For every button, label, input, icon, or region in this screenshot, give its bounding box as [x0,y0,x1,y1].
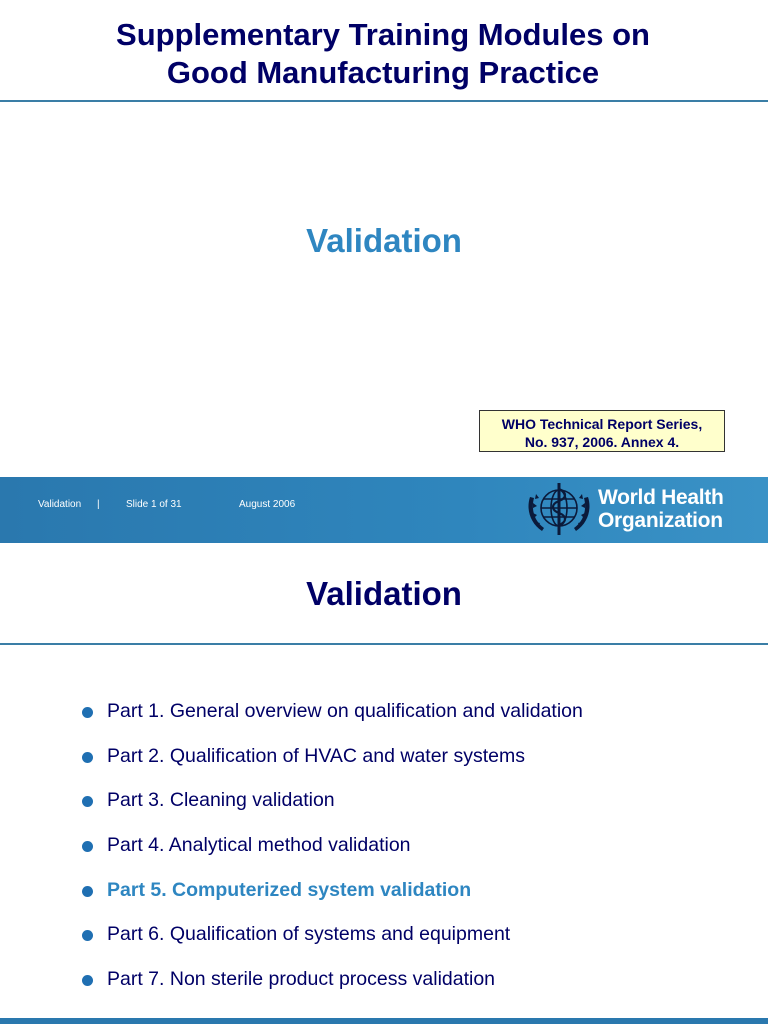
list-item-label: Part 7. Non sterile product process validation [107,968,496,991]
reference-line2: No. 937, 2006. Annex 4. [524,434,680,450]
page-bottom-bar [0,1018,768,1024]
list-item-label: Part 4. Analytical method validation [107,834,411,857]
list-item [80,968,760,1013]
footer-slide-number: Slide 1 of 31 [126,499,182,510]
slide-title: Validation [306,575,462,612]
slide-title-line1: Supplementary Training Modules on [116,17,650,52]
list-item-label: Part 6. Qualification of systems and equipment [107,923,511,946]
bullet-icon [82,752,93,763]
who-emblem-icon [522,477,596,543]
contents-slide [0,543,768,1024]
list-item [80,700,760,745]
footer-date: August 2006 [239,499,296,510]
footer-separator: | [97,499,100,510]
bullet-icon [82,886,93,897]
bullet-icon [82,796,93,807]
bullet-icon [82,975,93,986]
bullet-icon [82,841,93,852]
slide-subtitle: Validation [306,222,462,259]
who-wordmark-line1: World Health [598,486,724,509]
list-item-label: Part 1. General overview on qualification and validation [107,700,583,722]
reference-line1: WHO Technical Report Series, [501,416,703,432]
list-item-label: Part 3. Cleaning validation [107,789,335,812]
list-item-label: Part 5. Computerized system validation [107,878,472,901]
list-item [80,923,760,968]
slide-title [0,16,768,92]
parts-list [80,700,760,1013]
who-wordmark [598,486,724,532]
title-divider [0,100,768,102]
list-item-label: Part 2. Qualification of HVAC and water systems [107,744,525,767]
reference-box [479,410,725,452]
title-divider [0,643,768,645]
slide-footer [0,477,768,543]
list-item-active [80,879,760,924]
who-wordmark-line2: Organization [598,509,723,532]
slide-title-line2: Good Manufacturing Practice [166,55,600,90]
footer-topic: Validation [38,499,82,510]
list-item [80,834,760,879]
list-item [80,745,760,790]
bullet-icon [82,930,93,941]
bullet-icon [82,707,93,718]
list-item [80,789,760,834]
